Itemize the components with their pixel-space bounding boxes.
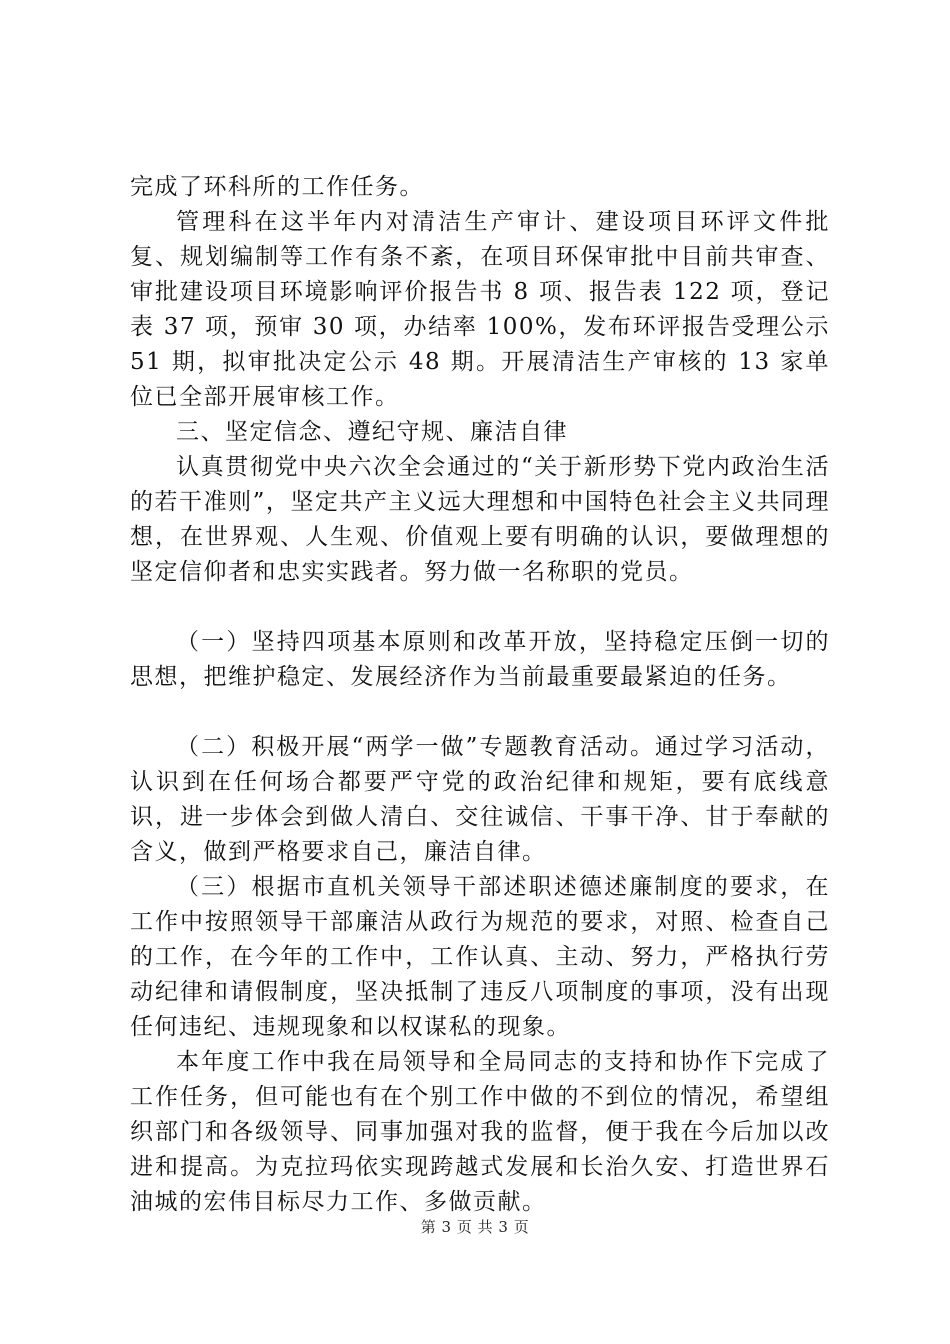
paragraph-management-section: 管理科在这半年内对清洁生产审计、建设项目环评文件批复、规划编制等工作有条不紊，在项目环保审批中目前共审查、审批建设项目环境影响评价报告书 8 项、报告表 122 项，登记表 37 项，预审 30 项，办结率 100%，发布环评报告受理公示 51 期，拟审批决定公示 48 期。开展清洁生产审核的 13 家单位已全部开展审核工作。 — [130, 209, 830, 410]
paragraph-party-principles: 认真贯彻党中央六次全会通过的“关于新形势下党内政治生活的若干准则”，坚定共产主义远大理想和中国特色社会主义共同理想，在世界观、人生观、价值观上要有明确的认识，要做理想的坚定信仰者和忠实实践者。努力做一名称职的党员。 — [130, 454, 830, 585]
section-heading-three: 三、坚定信念、遵纪守规、廉洁自律 — [176, 419, 568, 445]
document-body — [130, 170, 830, 1220]
paragraph-continuation: 完成了环科所的工作任务。 — [130, 174, 424, 200]
paragraph-conclusion: 本年度工作中我在局领导和全局同志的支持和协作下完成了工作任务，但可能也有在个别工作中做的不到位的情况，希望组织部门和各级领导、同事加强对我的监督，便于我在今后加以改进和提高。为克拉玛依实现跨越式发展和长治久安、打造世界石油城的宏伟目标尽力工作、多做贡献。 — [130, 1049, 830, 1215]
paragraph-item-one: （一）坚持四项基本原则和改革开放，坚持稳定压倒一切的思想，把维护稳定、发展经济作为当前最重要最紧迫的任务。 — [130, 629, 830, 690]
page-footer: 第 3 页 共 3 页 — [420, 1218, 530, 1236]
paragraph-item-two: （二）积极开展“两学一做”专题教育活动。通过学习活动，认识到在任何场合都要严守党的政治纪律和规矩，要有底线意识，进一步体会到做人清白、交往诚信、干事干净、甘于奉献的含义，做到严格要求自己，廉洁自律。 — [130, 734, 830, 865]
paragraph-item-three: （三）根据市直机关领导干部述职述德述廉制度的要求，在工作中按照领导干部廉洁从政行为规范的要求，对照、检查自己的工作，在今年的工作中，工作认真、主动、努力，严格执行劳动纪律和请假制度，坚决抵制了违反八项制度的事项，没有出现任何违纪、违规现象和以权谋私的现象。 — [130, 874, 830, 1040]
